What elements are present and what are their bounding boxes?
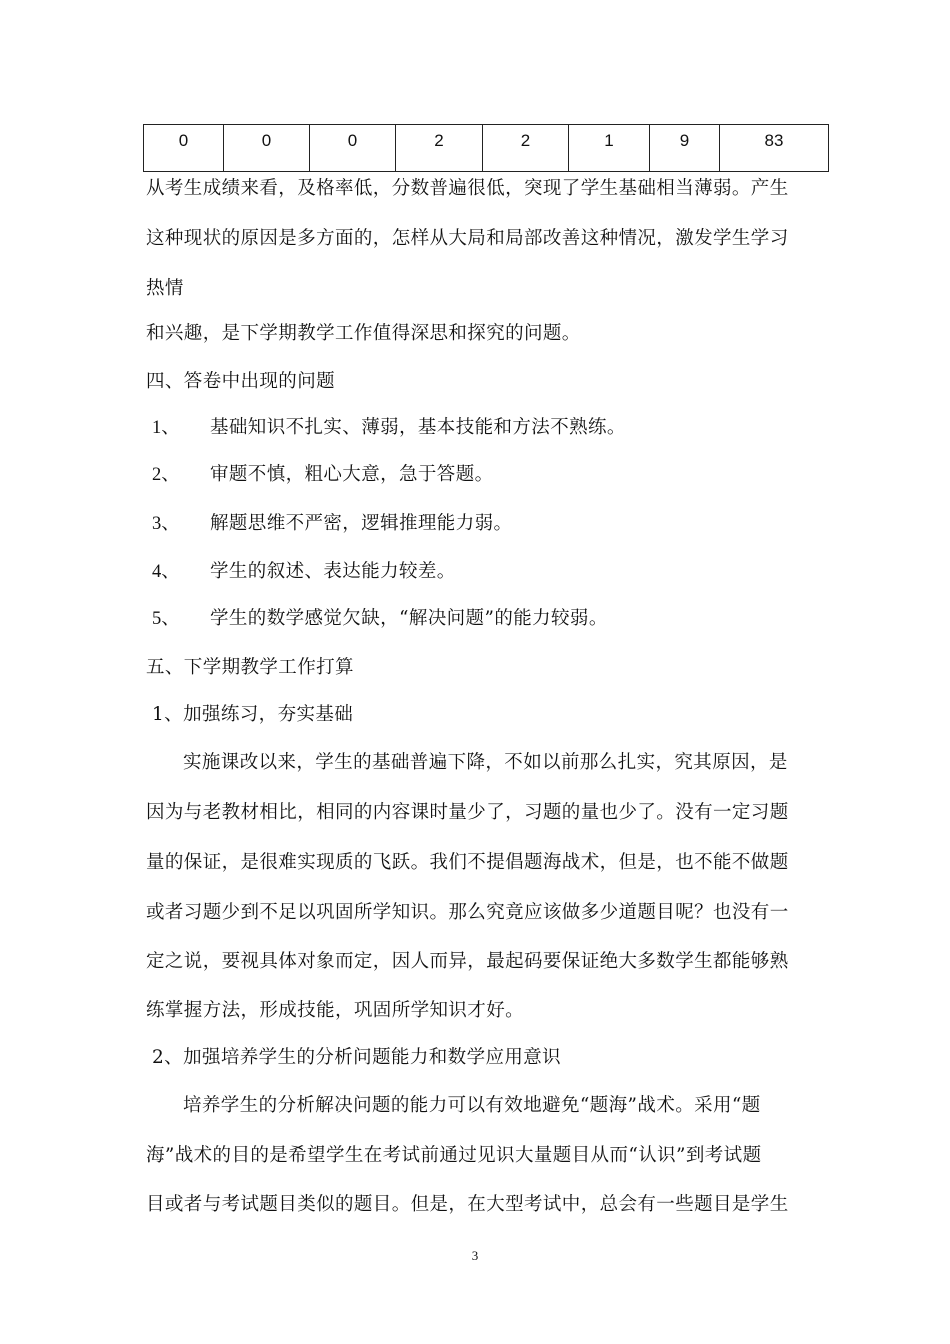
page-number: 3	[471, 1248, 479, 1263]
table-cell: 9	[650, 125, 720, 172]
table-cell: 0	[224, 125, 310, 172]
list-item-text: 解题思维不严密，逻辑推理能力弱。	[210, 513, 513, 534]
list-item-number: 2、	[152, 465, 180, 485]
list-item-text: 审题不慎，粗心大意，急于答题。	[210, 464, 494, 485]
paragraph-line: 培养学生的分析解决问题的能力可以有效地避免“题海”战术。采用“题	[183, 1095, 761, 1116]
paragraph-line: 这种现状的原因是多方面的，怎样从大局和局部改善这种情况，激发学生学习	[146, 228, 789, 249]
list-item-number: 4、	[152, 562, 180, 582]
table-cell: 0	[144, 125, 224, 172]
paragraph-line: 实施课改以来，学生的基础普遍下降，不如以前那么扎实，究其原因，是	[183, 752, 788, 773]
list-item-number: 3、	[152, 514, 180, 534]
list-item-text: 学生的叙述、表达能力较差。	[210, 561, 456, 582]
table-row	[144, 125, 829, 172]
paragraph-line: 量的保证，是很难实现质的飞跃。我们不提倡题海战术，但是，也不能不做题	[146, 852, 789, 873]
paragraph-line: 练掌握方法，形成技能，巩固所学知识才好。	[146, 1000, 525, 1021]
section-heading: 四、答卷中出现的问题	[146, 371, 336, 392]
paragraph-line: 海”战术的目的是希望学生在考试前通过见识大量题目从而“认识”到考试题	[146, 1145, 762, 1166]
table-cell: 2	[396, 125, 483, 172]
paragraph-line: 或者习题少到不足以巩固所学知识。那么究竟应该做多少道题目呢？也没有一	[146, 902, 789, 923]
table-cell: 1	[569, 125, 650, 172]
subsection-heading: 1、加强练习，夯实基础	[152, 704, 354, 725]
table-cell: 0	[310, 125, 396, 172]
paragraph-line: 热情	[146, 278, 184, 299]
list-item-number: 5、	[152, 609, 180, 629]
section-heading: 五、下学期教学工作打算	[146, 657, 354, 678]
score-table	[143, 124, 829, 172]
paragraph-line: 目或者与考试题目类似的题目。但是，在大型考试中，总会有一些题目是学生	[146, 1194, 789, 1215]
paragraph-line: 和兴趣，是下学期教学工作值得深思和探究的问题。	[146, 323, 581, 344]
list-item-text: 基础知识不扎实、薄弱，基本技能和方法不熟练。	[210, 417, 626, 438]
list-item-number: 1、	[152, 418, 180, 438]
table-cell: 83	[720, 125, 829, 172]
paragraph-line: 从考生成绩来看，及格率低，分数普遍很低，突现了学生基础相当薄弱。产生	[146, 178, 789, 199]
list-item-text: 学生的数学感觉欠缺，“解决问题”的能力较弱。	[210, 608, 608, 629]
paragraph-line: 定之说，要视具体对象而定，因人而异，最起码要保证绝大多数学生都能够熟	[146, 951, 789, 972]
subsection-heading: 2、加强培养学生的分析问题能力和数学应用意识	[152, 1047, 562, 1068]
paragraph-line: 因为与老教材相比，相同的内容课时量少了，习题的量也少了。没有一定习题	[146, 802, 789, 823]
table-cell: 2	[483, 125, 569, 172]
